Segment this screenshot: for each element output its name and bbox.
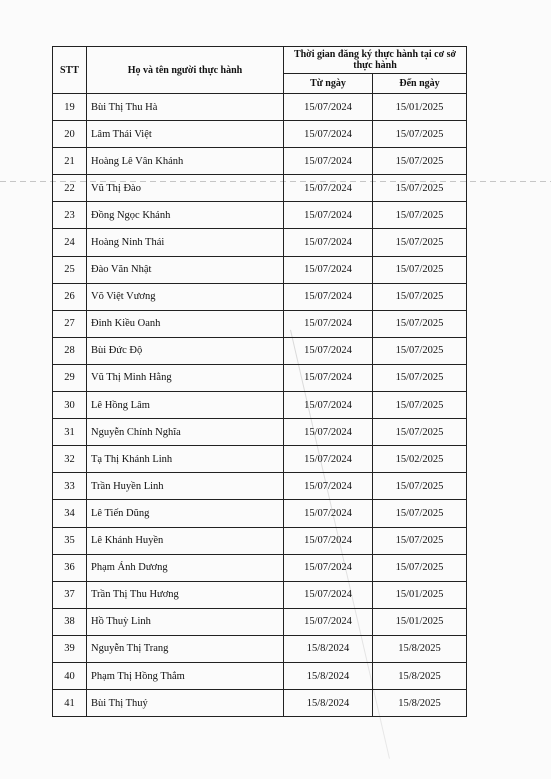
cell-stt: 27 [53,310,87,337]
cell-stt: 37 [53,581,87,608]
table-row [53,392,467,419]
cell-stt: 40 [53,662,87,689]
cell-name: Hồ Thuỳ Linh [87,608,284,635]
cell-name: Nguyễn Thị Trang [87,635,284,662]
table-row [53,473,467,500]
cell-stt: 41 [53,690,87,717]
cell-from-date: 15/07/2024 [284,527,373,554]
header-period: Thời gian đăng ký thực hành tại cơ sở thực hành [284,47,467,74]
cell-from-date: 15/07/2024 [284,473,373,500]
practitioner-table [52,46,467,717]
cell-from-date: 15/07/2024 [284,229,373,256]
cell-to-date: 15/07/2025 [373,229,467,256]
table-row [53,202,467,229]
header-from: Từ ngày [284,74,373,94]
cell-stt: 39 [53,635,87,662]
table-row [53,419,467,446]
cell-name: Đào Văn Nhật [87,256,284,283]
cell-name: Hoàng Lê Vân Khánh [87,148,284,175]
table-row [53,527,467,554]
table-row [53,608,467,635]
cell-from-date: 15/07/2024 [284,148,373,175]
table-row [53,229,467,256]
cell-name: Lâm Thái Việt [87,121,284,148]
cell-from-date: 15/07/2024 [284,256,373,283]
table-row [53,635,467,662]
cell-stt: 32 [53,446,87,473]
table-row [53,690,467,717]
cell-from-date: 15/07/2024 [284,581,373,608]
cell-stt: 33 [53,473,87,500]
cell-name: Phạm Ánh Dương [87,554,284,581]
cell-from-date: 15/07/2024 [284,500,373,527]
cell-to-date: 15/07/2025 [373,337,467,364]
cell-to-date: 15/07/2025 [373,310,467,337]
cell-from-date: 15/07/2024 [284,310,373,337]
cell-name: Phạm Thị Hồng Thắm [87,662,284,689]
table-row [53,175,467,202]
cell-stt: 28 [53,337,87,364]
cell-from-date: 15/07/2024 [284,446,373,473]
table-row [53,581,467,608]
cell-to-date: 15/8/2025 [373,662,467,689]
cell-name: Nguyễn Chính Nghĩa [87,419,284,446]
cell-name: Vũ Thị Minh Hằng [87,364,284,391]
cell-from-date: 15/07/2024 [284,554,373,581]
cell-to-date: 15/07/2025 [373,554,467,581]
cell-from-date: 15/07/2024 [284,175,373,202]
cell-to-date: 15/01/2025 [373,581,467,608]
cell-name: Trần Thị Thu Hương [87,581,284,608]
cell-stt: 31 [53,419,87,446]
cell-stt: 20 [53,121,87,148]
cell-to-date: 15/02/2025 [373,446,467,473]
cell-name: Đinh Kiều Oanh [87,310,284,337]
cell-from-date: 15/8/2024 [284,635,373,662]
cell-to-date: 15/07/2025 [373,419,467,446]
table-row [53,148,467,175]
table-row [53,500,467,527]
cell-name: Lê Tiến Dũng [87,500,284,527]
header-name: Họ và tên người thực hành [87,47,284,94]
table-row [53,283,467,310]
cell-name: Bùi Đức Độ [87,337,284,364]
cell-to-date: 15/01/2025 [373,94,467,121]
cell-stt: 25 [53,256,87,283]
table-row [53,310,467,337]
cell-from-date: 15/07/2024 [284,202,373,229]
cell-from-date: 15/07/2024 [284,392,373,419]
cell-to-date: 15/8/2025 [373,635,467,662]
cell-stt: 23 [53,202,87,229]
cell-from-date: 15/8/2024 [284,690,373,717]
table-header-row [53,47,467,74]
table-row [53,554,467,581]
table-row [53,364,467,391]
cell-stt: 24 [53,229,87,256]
table-row [53,121,467,148]
cell-name: Võ Việt Vương [87,283,284,310]
cell-from-date: 15/8/2024 [284,662,373,689]
cell-stt: 34 [53,500,87,527]
cell-to-date: 15/01/2025 [373,608,467,635]
header-stt: STT [53,47,87,94]
cell-name: Hoàng Ninh Thái [87,229,284,256]
cell-from-date: 15/07/2024 [284,337,373,364]
cell-name: Bùi Thị Thu Hà [87,94,284,121]
cell-to-date: 15/8/2025 [373,690,467,717]
cell-stt: 21 [53,148,87,175]
cell-to-date: 15/07/2025 [373,473,467,500]
cell-name: Vũ Thị Đào [87,175,284,202]
cell-stt: 38 [53,608,87,635]
cell-to-date: 15/07/2025 [373,175,467,202]
cell-from-date: 15/07/2024 [284,283,373,310]
cell-to-date: 15/07/2025 [373,364,467,391]
cell-to-date: 15/07/2025 [373,527,467,554]
table-row [53,94,467,121]
cell-stt: 22 [53,175,87,202]
cell-name: Bùi Thị Thuý [87,690,284,717]
header-to: Đến ngày [373,74,467,94]
cell-from-date: 15/07/2024 [284,94,373,121]
table-row [53,662,467,689]
cell-to-date: 15/07/2025 [373,202,467,229]
cell-stt: 26 [53,283,87,310]
table-row [53,337,467,364]
cell-stt: 35 [53,527,87,554]
cell-stt: 30 [53,392,87,419]
cell-stt: 29 [53,364,87,391]
cell-name: Trần Huyền Linh [87,473,284,500]
table-row [53,256,467,283]
cell-to-date: 15/07/2025 [373,500,467,527]
cell-to-date: 15/07/2025 [373,121,467,148]
table-row [53,446,467,473]
cell-to-date: 15/07/2025 [373,148,467,175]
cell-stt: 36 [53,554,87,581]
cell-from-date: 15/07/2024 [284,608,373,635]
cell-name: Đồng Ngọc Khánh [87,202,284,229]
cell-name: Lê Hồng Lâm [87,392,284,419]
cell-to-date: 15/07/2025 [373,392,467,419]
cell-name: Tạ Thị Khánh Linh [87,446,284,473]
cell-from-date: 15/07/2024 [284,419,373,446]
cell-to-date: 15/07/2025 [373,256,467,283]
cell-stt: 19 [53,94,87,121]
cell-to-date: 15/07/2025 [373,283,467,310]
cell-name: Lê Khánh Huyền [87,527,284,554]
cell-from-date: 15/07/2024 [284,364,373,391]
cell-from-date: 15/07/2024 [284,121,373,148]
